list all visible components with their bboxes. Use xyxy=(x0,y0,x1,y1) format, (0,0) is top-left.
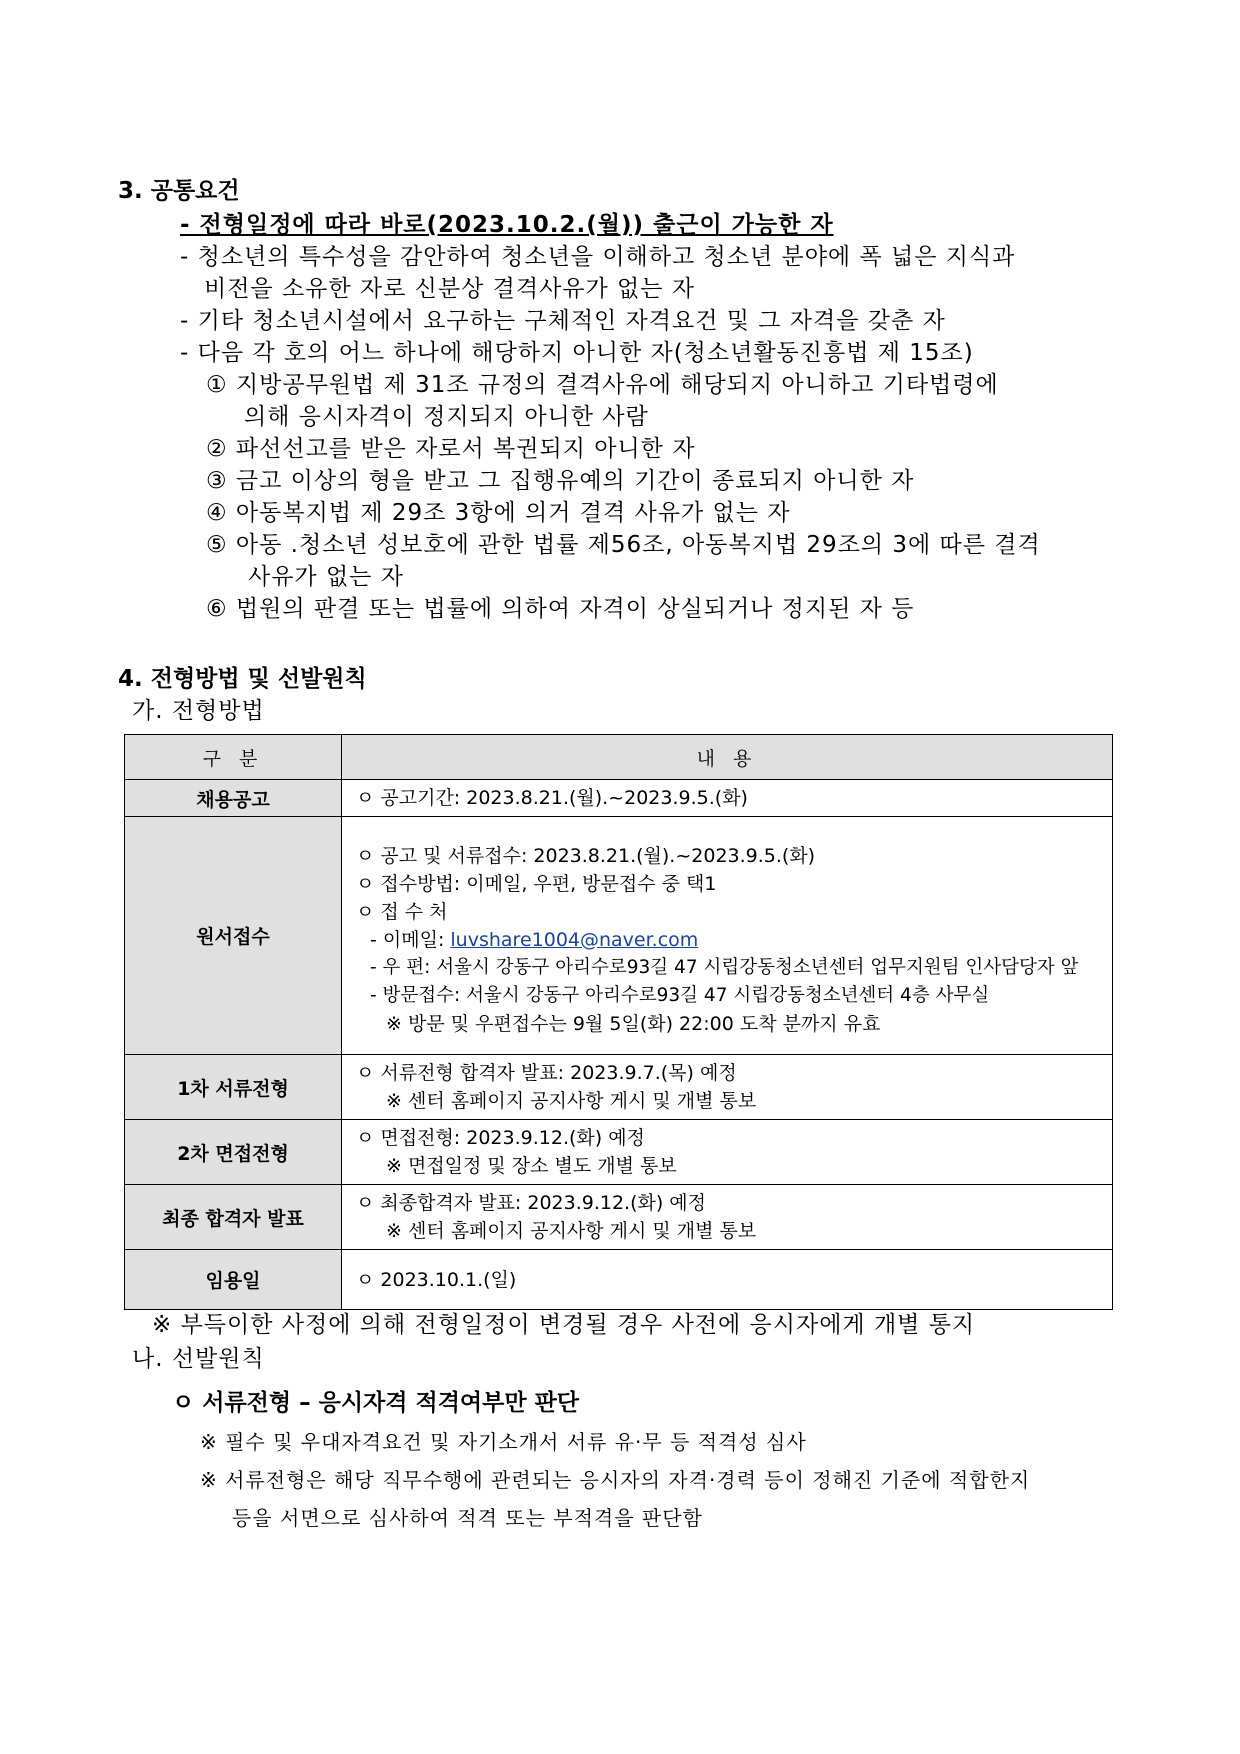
row-content xyxy=(342,780,1113,817)
disqualification-item-5-cont: 사유가 없는 자 xyxy=(248,564,404,590)
row-content xyxy=(342,1185,1113,1250)
schedule-table xyxy=(124,734,1113,1310)
requirement-knowledge: - 청소년의 특수성을 감안하여 청소년을 이해하고 청소년 분야에 폭 넓은 지식과 xyxy=(180,244,1016,270)
principle-note-2-cont: 등을 서면으로 심사하여 적격 또는 부적격을 판단함 xyxy=(232,1506,703,1530)
selection-principle-subheading: 나. 선발원칙 xyxy=(132,1346,265,1372)
disqualification-item-5: ⑤ 아동 .청소년 성보호에 관한 법률 제56조, 아동복지법 29조의 3에 따른 결격 xyxy=(206,532,1041,558)
email-line xyxy=(356,926,1100,954)
table-row xyxy=(125,1250,1113,1310)
content-line: ㅇ 접 수 처 xyxy=(356,900,448,923)
section4-heading: 4. 전형방법 및 선발원칙 xyxy=(118,666,367,692)
disqualification-item-1-cont: 의해 응시자격이 정지되지 아니한 사람 xyxy=(244,404,649,430)
header-category: 구 분 xyxy=(125,735,342,780)
row-label: 최종 합격자 발표 xyxy=(125,1185,342,1250)
row-content xyxy=(342,1120,1113,1185)
content-line: ※ 센터 홈페이지 공지사항 게시 및 개별 통보 xyxy=(386,1220,757,1242)
row-label: 1차 서류전형 xyxy=(125,1055,342,1120)
email-link[interactable]: luvshare1004@naver.com xyxy=(450,928,699,951)
table-header-row xyxy=(125,735,1113,780)
row-label: 임용일 xyxy=(125,1250,342,1310)
table-row xyxy=(125,780,1113,817)
content-line: ㅇ 공고 및 서류접수: 2023.8.21.(월).~2023.9.5.(화) xyxy=(356,844,816,867)
content-line: ※ 센터 홈페이지 공지사항 게시 및 개별 통보 xyxy=(386,1090,757,1112)
row-content xyxy=(342,1250,1113,1310)
content-line: ※ 면접일정 및 장소 별도 개별 통보 xyxy=(386,1155,677,1177)
requirement-start-date xyxy=(180,206,834,239)
disqualification-item-4: ④ 아동복지법 제 29조 3항에 의거 결격 사유가 없는 자 xyxy=(206,500,791,526)
disqualification-item-1: ① 지방공무원법 제 31조 규정의 결격사유에 해당되지 아니하고 기타법령에 xyxy=(206,372,999,398)
content-line: ㅇ 면접전형: 2023.9.12.(화) 예정 xyxy=(356,1127,645,1149)
table-row xyxy=(125,1055,1113,1120)
requirement-qualification: - 기타 청소년시설에서 요구하는 구체적인 자격요건 및 그 자격을 갖춘 자 xyxy=(180,308,946,334)
requirement-knowledge-cont: 비전을 소유한 자로 신분상 결격사유가 없는 자 xyxy=(204,276,696,302)
table-row xyxy=(125,817,1113,1055)
content-line: ㅇ 최종합격자 발표: 2023.9.12.(화) 예정 xyxy=(356,1192,707,1214)
content-line: - 우 편: 서울시 강동구 아리수로93길 47 시립강동청소년센터 업무지원팀 인사담당자 앞 xyxy=(370,956,1079,978)
header-content: 내 용 xyxy=(342,735,1113,780)
selection-method-subheading: 가. 전형방법 xyxy=(132,698,265,724)
disqualification-item-3: ③ 금고 이상의 형을 받고 그 집행유예의 기간이 종료되지 아니한 자 xyxy=(206,468,915,494)
row-label: 원서접수 xyxy=(125,817,342,1055)
section3-heading: 3. 공통요건 xyxy=(118,178,240,204)
row-label: 2차 면접전형 xyxy=(125,1120,342,1185)
principle-note-2: ※ 서류전형은 해당 직무수행에 관련되는 응시자의 자격·경력 등이 정해진 기준에 적합한지 xyxy=(200,1468,1031,1492)
start-date-text: - 전형일정에 따라 바로(2023.10.2.(월)) 출근이 가능한 자 xyxy=(180,212,834,238)
table-row xyxy=(125,1185,1113,1250)
disqualification-item-2: ② 파선선고를 받은 자로서 복권되지 아니한 자 xyxy=(206,436,696,462)
content-line: ㅇ 2023.10.1.(일) xyxy=(356,1268,517,1291)
content-line: ㅇ 서류전형 합격자 발표: 2023.9.7.(목) 예정 xyxy=(356,1062,737,1084)
row-label: 채용공고 xyxy=(125,780,342,817)
disqualification-item-6: ⑥ 법원의 판결 또는 법률에 의하여 자격이 상실되거나 정지된 자 등 xyxy=(206,596,915,622)
schedule-change-notice: ※ 부득이한 사정에 의해 전형일정이 변경될 경우 사전에 응시자에게 개별 통지 xyxy=(152,1312,976,1338)
row-content xyxy=(342,817,1113,1055)
principle-note-1: ※ 필수 및 우대자격요건 및 자기소개서 서류 유·무 등 적격성 심사 xyxy=(200,1430,807,1454)
principle-title: ㅇ 서류전형 – 응시자격 적격여부만 판단 xyxy=(172,1390,580,1416)
content-line: ㅇ 공고기간: 2023.8.21.(월).~2023.9.5.(화) xyxy=(356,787,748,809)
requirement-disqualification: - 다음 각 호의 어느 하나에 해당하지 아니한 자(청소년활동진흥법 제 15조) xyxy=(180,340,974,366)
content-line: - 방문접수: 서울시 강동구 아리수로93길 47 시립강동청소년센터 4층 사무실 xyxy=(370,984,990,1006)
content-line: ※ 방문 및 우편접수는 9월 5일(화) 22:00 도착 분까지 유효 xyxy=(386,1012,881,1035)
row-content xyxy=(342,1055,1113,1120)
table-row xyxy=(125,1120,1113,1185)
email-label: - 이메일: xyxy=(370,928,451,951)
content-line: ㅇ 접수방법: 이메일, 우편, 방문접수 중 택1 xyxy=(356,872,717,895)
